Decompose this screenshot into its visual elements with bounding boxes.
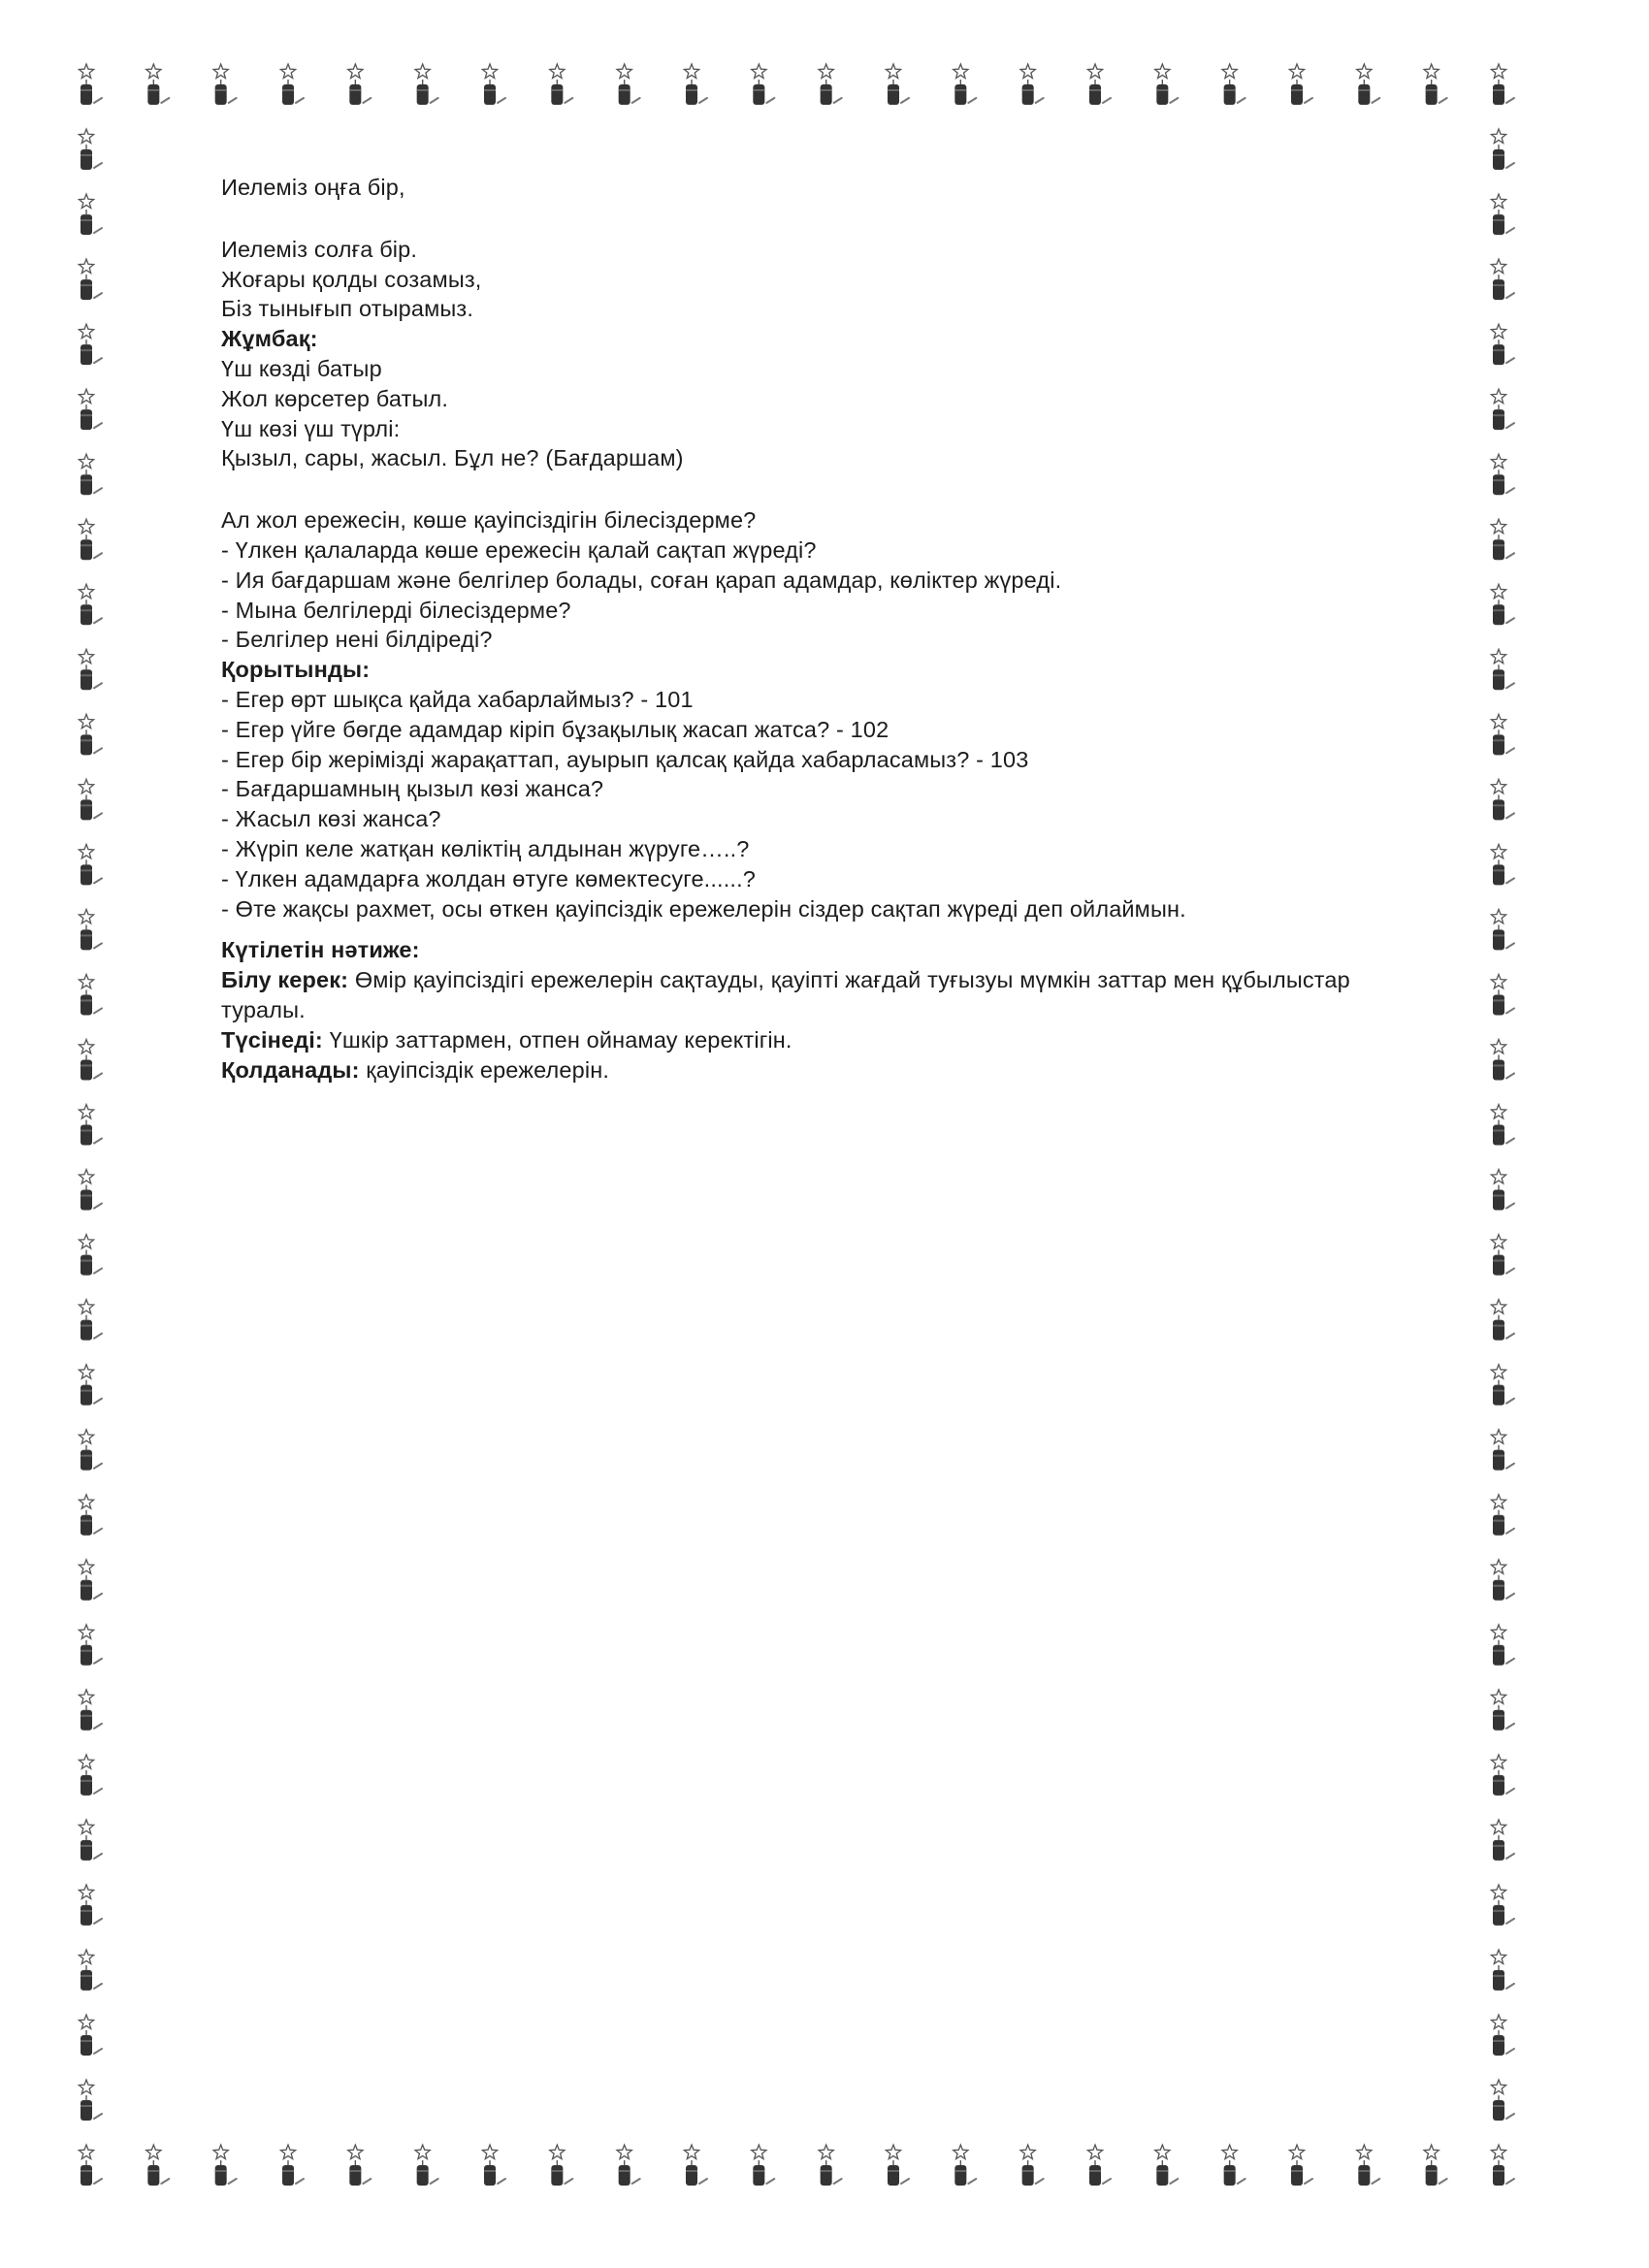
question-line: - Мына белгілерді білесіздерме?	[221, 597, 571, 623]
candle-with-star-icon	[617, 64, 640, 105]
candle-with-star-icon	[482, 64, 505, 105]
outcome-apply-label: Қолданады:	[221, 1056, 360, 1083]
candle-with-star-icon	[348, 64, 372, 105]
candle-with-star-icon	[79, 1690, 102, 1731]
outcome-know-label: Білу керек:	[221, 967, 349, 993]
text-line: Біз тынығып отырамыз.	[221, 296, 474, 322]
conclusion-heading: Қорытынды:	[221, 657, 371, 683]
candle-with-star-icon	[617, 2145, 640, 2186]
candle-with-star-icon	[1491, 1170, 1514, 1211]
candle-with-star-icon	[1491, 1430, 1514, 1471]
candle-with-star-icon	[1491, 1495, 1514, 1536]
candle-with-star-icon	[1491, 519, 1514, 560]
candle-with-star-icon	[79, 909, 102, 950]
candle-with-star-icon	[1491, 454, 1514, 495]
candle-with-star-icon	[1155, 2145, 1179, 2186]
conclusion-line: - Егер өрт шықса қайда хабарлаймыз? - 101	[221, 686, 694, 712]
candle-with-star-icon	[1087, 2145, 1111, 2186]
candle-with-star-icon	[752, 64, 775, 105]
candle-with-star-icon	[1491, 1235, 1514, 1276]
candle-with-star-icon	[550, 64, 573, 105]
candle-with-star-icon	[1491, 1039, 1514, 1080]
candle-with-star-icon	[1491, 1300, 1514, 1341]
question-line: - Ия бағдаршам және белгілер болады, соған қарап адамдар, көліктер жүреді.	[221, 567, 1062, 593]
candle-with-star-icon	[280, 2145, 304, 2186]
outcome-apply	[221, 1055, 1434, 1085]
candle-with-star-icon	[79, 64, 102, 105]
candle-with-star-icon	[550, 2145, 573, 2186]
riddle-line: Үш көзді батыр	[221, 355, 382, 381]
outcome-understand-label: Түсінеді:	[221, 1026, 323, 1053]
candle-with-star-icon	[1491, 1885, 1514, 1926]
candle-with-star-icon	[79, 974, 102, 1015]
candle-with-star-icon	[1491, 779, 1514, 820]
candle-with-star-icon	[79, 1365, 102, 1406]
candle-with-star-icon	[1491, 909, 1514, 950]
candle-with-star-icon	[79, 1885, 102, 1926]
candle-with-star-icon	[1222, 2145, 1245, 2186]
candle-with-star-icon	[79, 1039, 102, 1080]
candle-with-star-icon	[280, 64, 304, 105]
candle-with-star-icon	[79, 389, 102, 430]
candle-with-star-icon	[1491, 714, 1514, 755]
conclusion-line: - Үлкен адамдарға жолдан өтуге көмектесуге......?	[221, 865, 756, 891]
candle-with-star-icon	[1491, 64, 1514, 105]
candle-with-star-icon	[213, 2145, 237, 2186]
candle-with-star-icon	[1491, 389, 1514, 430]
conclusion-line: - Жүріп келе жатқан көліктің алдынан жүруге…..?	[221, 835, 750, 861]
candle-with-star-icon	[1289, 2145, 1312, 2186]
candle-with-star-icon	[1155, 64, 1179, 105]
candle-with-star-icon	[819, 64, 842, 105]
conclusion-line: - Өте жақсы рахмет, осы өткен қауіпсіздік ережелерін сіздер сақтап жүреді деп ойлаймын.	[221, 895, 1186, 922]
candle-with-star-icon	[1222, 64, 1245, 105]
candle-with-star-icon	[79, 1300, 102, 1341]
candle-with-star-icon	[886, 64, 909, 105]
candle-with-star-icon	[415, 64, 438, 105]
candle-with-star-icon	[1491, 194, 1514, 235]
candle-with-star-icon	[954, 2145, 977, 2186]
conclusion-line: - Жасыл көзі жанса?	[221, 806, 441, 832]
candle-with-star-icon	[954, 64, 977, 105]
candle-with-star-icon	[79, 844, 102, 885]
candle-with-star-icon	[146, 64, 170, 105]
candle-with-star-icon	[79, 714, 102, 755]
candle-with-star-icon	[348, 2145, 372, 2186]
candle-with-star-icon	[415, 2145, 438, 2186]
candle-with-star-icon	[482, 2145, 505, 2186]
candle-with-star-icon	[1424, 64, 1447, 105]
candle-with-star-icon	[1491, 974, 1514, 1015]
candle-with-star-icon	[1289, 64, 1312, 105]
candle-with-star-icon	[1491, 129, 1514, 170]
riddle-line: Жол көрсетер батыл.	[221, 385, 449, 411]
candle-with-star-icon	[79, 2080, 102, 2121]
candle-with-star-icon	[1020, 2145, 1044, 2186]
candle-with-star-icon	[819, 2145, 842, 2186]
question-line: - Үлкен қалаларда көше ережесін қалай сақтап жүреді?	[221, 536, 817, 563]
candle-with-star-icon	[1491, 259, 1514, 300]
candle-with-star-icon	[79, 1820, 102, 1861]
candle-with-star-icon	[1491, 1690, 1514, 1731]
text-line: Иелеміз солға бір.	[221, 236, 418, 262]
candle-with-star-icon	[1491, 1560, 1514, 1601]
candle-with-star-icon	[79, 1950, 102, 1991]
candle-with-star-icon	[1491, 1950, 1514, 1991]
outcome-apply-text: қауіпсіздік ережелерін.	[359, 1056, 610, 1083]
candle-with-star-icon	[1491, 584, 1514, 625]
conclusion-line: - Бағдаршамның қызыл көзі жанса?	[221, 776, 604, 802]
outcome-know	[221, 965, 1434, 1025]
candle-with-star-icon	[1357, 2145, 1380, 2186]
candle-with-star-icon	[79, 1755, 102, 1796]
outcome-understand-text: Үшкір заттармен, отпен ойнамау керектігін.	[322, 1026, 792, 1053]
outcome-understand	[221, 1025, 1434, 1055]
conclusion-line: - Егер бір жерімізді жарақаттап, ауырып қалсақ қайда хабарласамыз? - 103	[221, 746, 1029, 772]
candle-with-star-icon	[79, 129, 102, 170]
candle-with-star-icon	[79, 1235, 102, 1276]
candle-with-star-icon	[79, 2015, 102, 2056]
candle-with-star-icon	[79, 1170, 102, 1211]
candle-with-star-icon	[79, 259, 102, 300]
paragraph-gap	[221, 923, 1434, 935]
question-line: - Белгілер нені білдіреді?	[221, 627, 493, 653]
candle-with-star-icon	[1491, 2080, 1514, 2121]
candle-with-star-icon	[79, 1430, 102, 1471]
candle-with-star-icon	[79, 584, 102, 625]
candle-with-star-icon	[1491, 2015, 1514, 2056]
candle-with-star-icon	[1020, 64, 1044, 105]
candle-with-star-icon	[1491, 649, 1514, 690]
riddle-heading: Жұмбақ:	[221, 326, 318, 352]
candle-with-star-icon	[79, 1625, 102, 1666]
candle-with-star-icon	[1087, 64, 1111, 105]
candle-with-star-icon	[79, 1560, 102, 1601]
candle-with-star-icon	[1491, 844, 1514, 885]
candle-with-star-icon	[1491, 1365, 1514, 1406]
candle-with-star-icon	[213, 64, 237, 105]
candle-with-star-icon	[886, 2145, 909, 2186]
candle-with-star-icon	[79, 779, 102, 820]
candle-with-star-icon	[79, 454, 102, 495]
paragraph-gap	[221, 473, 1434, 505]
outcome-know-text: Өмір қауіпсіздігі ережелерін сақтауды, қауіпті жағдай туғызуы мүмкін заттар мен құбылыстар туралы.	[221, 967, 1350, 1022]
candle-with-star-icon	[1357, 64, 1380, 105]
candle-with-star-icon	[79, 324, 102, 365]
candle-with-star-icon	[752, 2145, 775, 2186]
candle-with-star-icon	[79, 1105, 102, 1146]
candle-with-star-icon	[146, 2145, 170, 2186]
candle-with-star-icon	[79, 519, 102, 560]
text-line: Иелеміз оңға бір,	[221, 175, 405, 200]
paragraph-gap	[221, 203, 1434, 235]
candle-with-star-icon	[1424, 2145, 1447, 2186]
outcome-heading: Күтілетін нәтиже:	[221, 937, 420, 963]
candle-with-star-icon	[79, 2145, 102, 2186]
candle-with-star-icon	[1491, 1755, 1514, 1796]
candle-with-star-icon	[79, 1495, 102, 1536]
candle-with-star-icon	[684, 64, 707, 105]
candle-with-star-icon	[79, 649, 102, 690]
text-line: Жоғары қолды созамыз,	[221, 266, 482, 292]
conclusion-line: - Егер үйге бөгде адамдар кіріп бұзақылық жасап жатса? - 102	[221, 716, 889, 742]
document-body	[221, 173, 1434, 1085]
candle-with-star-icon	[1491, 1820, 1514, 1861]
question-line: Ал жол ережесін, көше қауіпсіздігін білесіздерме?	[221, 507, 757, 534]
candle-with-star-icon	[79, 194, 102, 235]
riddle-line: Қызыл, сары, жасыл. Бұл не? (Бағдаршам)	[221, 445, 684, 471]
candle-with-star-icon	[1491, 324, 1514, 365]
candle-with-star-icon	[1491, 2145, 1514, 2186]
candle-with-star-icon	[1491, 1625, 1514, 1666]
riddle-line: Үш көзі үш түрлі:	[221, 415, 401, 441]
candle-with-star-icon	[684, 2145, 707, 2186]
candle-with-star-icon	[1491, 1105, 1514, 1146]
